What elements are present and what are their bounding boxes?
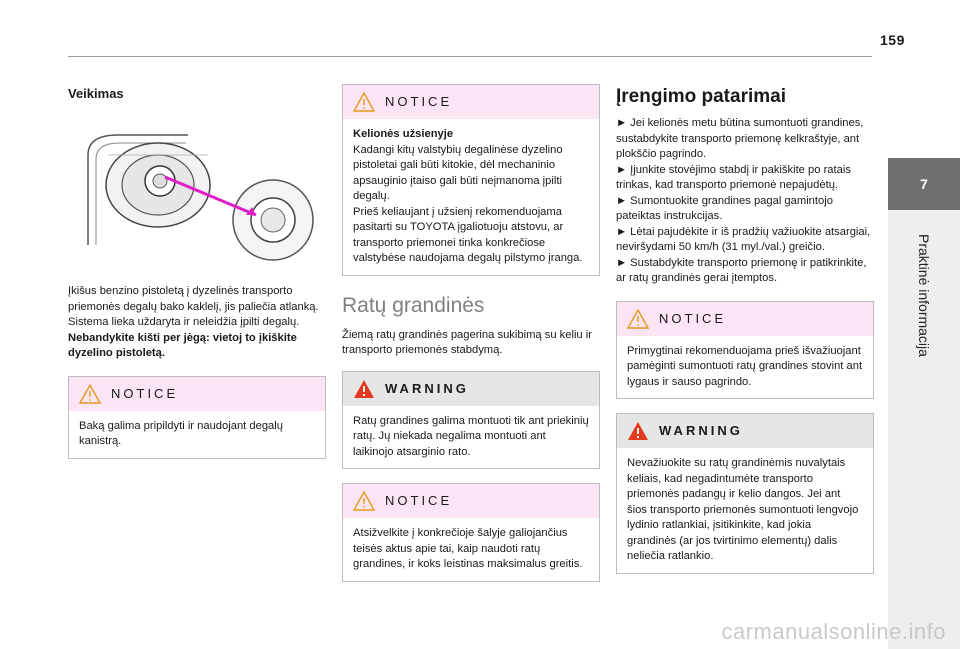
chapter-number: 7 <box>920 176 928 192</box>
notice-text-2: Prieš keliaujant į užsienį rekomenduojama pasitarti su TOYOTA įgaliotuoju atstovu, ar transporto priemonei tinka konkrečiose valstybėse naudojama degalų pilstymo įranga. <box>353 205 583 264</box>
warning-box-cleared-roads <box>616 413 874 574</box>
notice-body <box>343 119 599 275</box>
bullet-item: ► Lėtai pajudėkite ir iš pradžių važiuokite atsargiai, neviršydami 50 km/h (31 myl./val.) greičio. <box>616 225 871 253</box>
snow-chains-paragraph: Žiemą ratų grandinės pagerina sukibimą su keliu ir transporto priemonės stabdymą. <box>342 328 592 356</box>
column-1 <box>68 80 326 459</box>
operation-bold-note: Nebandykite kišti per jėgą: vietoj to įkiškite dyzelino pistoletą. <box>68 331 297 359</box>
notice-triangle-icon <box>353 491 375 511</box>
notice-triangle-icon <box>627 309 649 329</box>
column-2 <box>342 80 600 582</box>
bullet-item: ► Įjunkite stovėjimo stabdį ir pakiškite po ratais trinkas, kad transporto priemonė nepajudėtų. <box>616 163 851 191</box>
section-heading-installation-tips: Įrengimo patarimai <box>616 86 786 107</box>
warning-text: Ratų grandines galima montuoti tik ant priekinių ratų. Jų niekada negalima montuoti ant laikinojo atsarginio rato. <box>353 414 589 458</box>
notice-title: NOTICE <box>111 385 179 401</box>
notice-body <box>343 518 599 581</box>
warning-body <box>343 406 599 469</box>
notice-text: Baką galima pripildyti ir naudojant degalų kanistrą. <box>79 419 283 447</box>
notice-header <box>343 484 599 518</box>
header-divider <box>68 56 872 57</box>
notice-box-practice <box>616 301 874 400</box>
bullet-item: ► Sumontuokite grandines pagal gamintojo pateiktas instrukcijas. <box>616 194 833 222</box>
chapter-title: Praktinė informacija <box>916 234 932 357</box>
fuel-filler-illustration <box>68 115 326 265</box>
notice-text-1: Kadangi kitų valstybių degalinėse dyzelino pistoletai gali būti kitokie, dėl mechaninio apsauginio įtaiso gali būti neįmanoma įpilti degalų. <box>353 143 563 202</box>
notice-title: NOTICE <box>659 310 727 326</box>
notice-header <box>617 302 873 336</box>
bullet-item: ► Sustabdykite transporto priemonę ir patikrinkite, ar ratų grandinės gerai įtemptos. <box>616 256 867 284</box>
notice-body <box>69 411 325 458</box>
warning-box-front-wheels <box>342 371 600 470</box>
notice-body <box>617 336 873 399</box>
warning-header <box>617 414 873 448</box>
notice-header <box>343 85 599 119</box>
column-3 <box>616 84 874 574</box>
notice-triangle-icon <box>353 92 375 112</box>
notice-title: NOTICE <box>385 94 453 110</box>
notice-box-travel-abroad <box>342 84 600 276</box>
notice-header <box>69 377 325 411</box>
warning-triangle-icon <box>627 421 649 441</box>
warning-header <box>343 372 599 406</box>
warning-text: Nevažiuokite su ratų grandinėmis nuvalytais keliais, kad negadintumėte transporto priemonės padangų ir kelio dangos. Jei ant šios transporto priemonės sumontuoti lengvojo lydinio ratlankiai, įsitikinkite, kad jokia grandinės (ar jos tvirtinimo elementų) dalis neliečia ratlankio. <box>627 457 859 562</box>
bullet-item: ► Jei kelionės metu būtina sumontuoti grandines, sustabdykite transporto priemonę kelkraštyje, ant plokščio pagrindo. <box>616 117 864 160</box>
watermark: carmanualsonline.info <box>721 619 946 644</box>
notice-subtitle: Kelionės užsienyje <box>353 128 454 140</box>
notice-text: Primygtinai rekomenduojama prieš išvažiuojant pamėginti sumontuoti ratų grandines stovint ant lygaus ir sauso pagrindo. <box>627 344 863 388</box>
page-number: 159 <box>880 32 905 48</box>
section-heading-operation: Veikimas <box>68 86 124 101</box>
notice-title: NOTICE <box>385 493 453 509</box>
operation-paragraph: Įkišus benzino pistoletą į dyzelinės transporto priemonės degalų bako kaklelį, jis paliečia atlanką. Sistema lieka uždaryta ir neleidžia įpilti degalų. <box>68 285 319 328</box>
warning-title: WARNING <box>659 423 743 439</box>
warning-title: WARNING <box>385 380 469 396</box>
section-heading-snow-chains: Ratų grandinės <box>342 293 485 317</box>
notice-box-regulations <box>342 483 600 582</box>
notice-text: Atsižvelkite į konkrečioje šalyje galiojančius teisės aktus apie tai, kaip naudoti ratų grandines, ir koks leistinas maksimalus greitis. <box>353 527 583 570</box>
warning-triangle-icon <box>353 379 375 399</box>
warning-body <box>617 448 873 573</box>
chapter-tab[interactable] <box>888 158 960 210</box>
notice-triangle-icon <box>79 384 101 404</box>
notice-box-canister <box>68 376 326 459</box>
